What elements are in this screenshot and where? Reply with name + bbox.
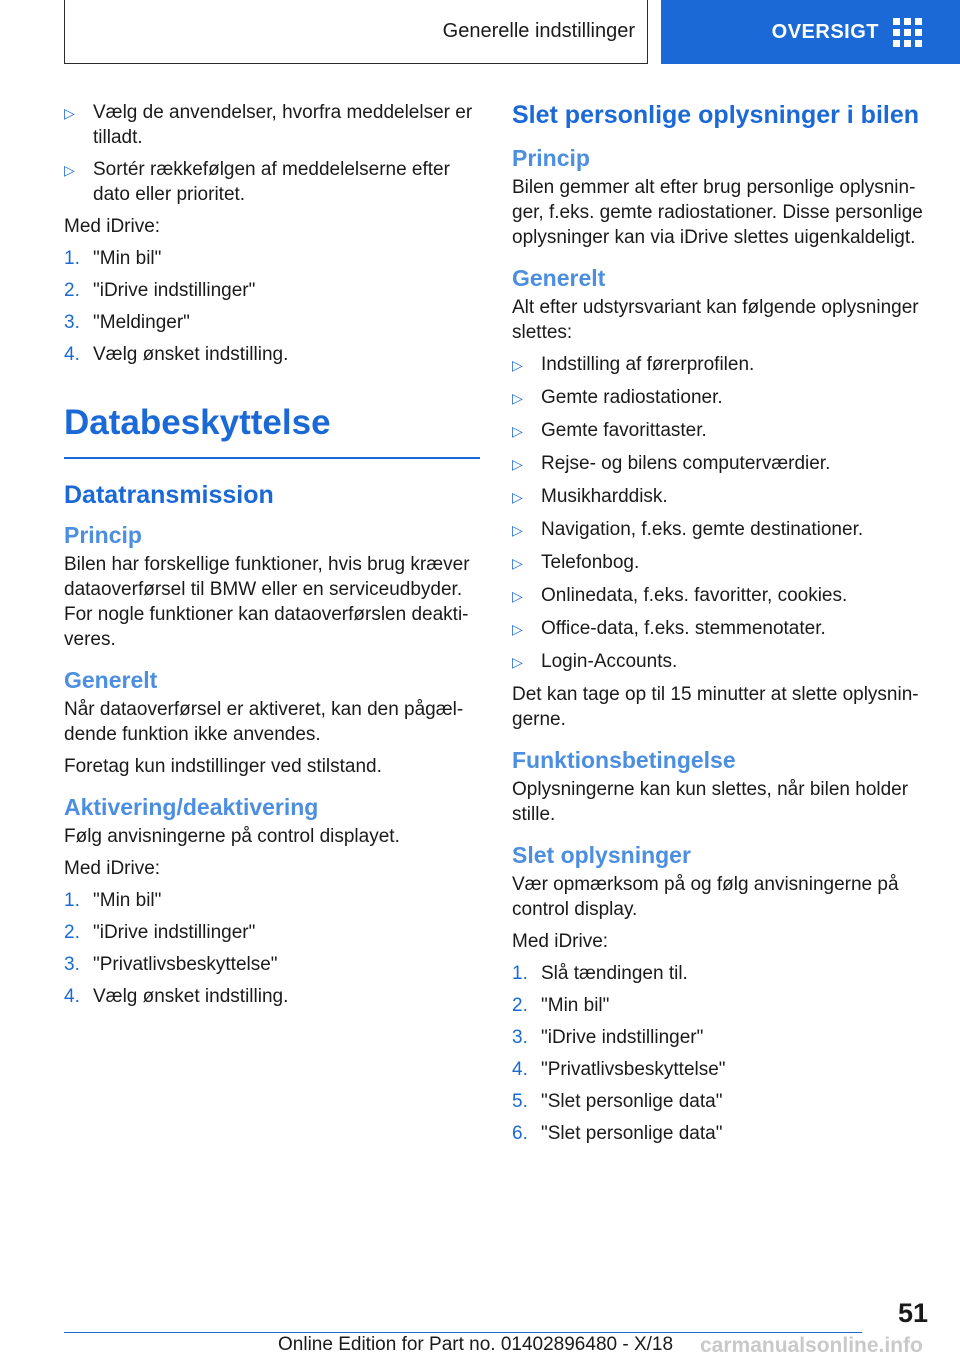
section-title: Slet personlige oplysninger i bilen xyxy=(512,101,920,129)
subsection-title: Generelt xyxy=(512,265,606,291)
list-item: ▷ Gemte favorittaster. xyxy=(512,418,928,444)
step-item: 2. "Min bil" xyxy=(512,995,610,1016)
step-item: 3. "iDrive indstillinger" xyxy=(512,1027,704,1048)
triangle-bullet-icon: ▷ xyxy=(512,588,523,604)
step-item: 2. "iDrive indstillinger" xyxy=(64,280,256,301)
step-item: 2. "iDrive indstillinger" xyxy=(64,922,256,943)
list-item: ▷ Onlinedata, f.eks. favoritter, cookies. xyxy=(512,583,928,609)
subsection-title: Funktionsbetingelse xyxy=(512,747,736,773)
idrive-label: Med iDrive: xyxy=(64,216,161,237)
overview-button[interactable] xyxy=(661,0,960,64)
step-item: 4. "Privatlivsbeskyttelse" xyxy=(512,1059,726,1080)
subsection-title: Princip xyxy=(64,522,142,548)
triangle-bullet-icon: ▷ xyxy=(512,522,523,538)
list-item: ▷ Musikharddisk. xyxy=(512,484,928,510)
step-item: 4. Vælg ønsket indstilling. xyxy=(64,344,289,365)
watermark: carmanualsonline.info xyxy=(700,1334,923,1357)
header-section-tab[interactable] xyxy=(64,0,648,64)
list-item: ▷ Indstilling af førerprofilen. xyxy=(512,352,928,378)
step-item: 6. "Slet personlige data" xyxy=(512,1123,723,1144)
triangle-bullet-icon: ▷ xyxy=(512,621,523,637)
list-item: ▷ Office-data, f.eks. stemmenotater. xyxy=(512,616,928,642)
step-item: 3. "Meldinger" xyxy=(64,312,190,333)
list-item: ▷ Navigation, f.eks. gemte destinationer. xyxy=(512,517,928,543)
triangle-bullet-icon: ▷ xyxy=(512,357,523,373)
step-item: 3. "Privatlivsbeskyttelse" xyxy=(64,954,278,975)
subsection-title: Slet oplysninger xyxy=(512,842,691,868)
header-section-title: Generelle indstillinger xyxy=(442,20,635,42)
subsection-title: Aktivering/deaktivering xyxy=(64,794,319,820)
chapter-divider xyxy=(64,457,480,459)
triangle-bullet-icon: ▷ xyxy=(512,390,523,406)
left-column xyxy=(64,100,480,1016)
triangle-bullet-icon: ▷ xyxy=(64,162,75,178)
right-column xyxy=(512,100,928,1153)
step-item: 1. "Min bil" xyxy=(64,890,162,911)
triangle-bullet-icon: ▷ xyxy=(512,489,523,505)
list-item: ▷ Telefonbog. xyxy=(512,550,928,576)
paragraph: Foretag kun indstillinger ved stilstand. xyxy=(64,756,382,777)
paragraph: Når dataoverførsel er aktiveret, kan den pågæl-dende funktion ikke anvendes. xyxy=(64,699,464,745)
triangle-bullet-icon: ▷ xyxy=(512,423,523,439)
list-item: ▷ Gemte radiostationer. xyxy=(512,385,928,411)
triangle-bullet-icon: ▷ xyxy=(64,105,75,121)
chapter-title: Databeskyttelse xyxy=(64,403,331,442)
list-item: ▷ Login-Accounts. xyxy=(512,649,928,675)
triangle-bullet-icon: ▷ xyxy=(512,555,523,571)
step-item: 1. "Min bil" xyxy=(64,248,162,269)
footer-edition: Online Edition for Part no. 01402896480 - X/18 xyxy=(278,1334,674,1355)
triangle-bullet-icon: ▷ xyxy=(512,654,523,670)
idrive-label: Med iDrive: xyxy=(64,858,161,879)
list-item: ▷ Rejse- og bilens computerværdier. xyxy=(512,451,928,477)
grid-menu-icon xyxy=(893,18,922,47)
step-item: 5. "Slet personlige data" xyxy=(512,1091,723,1112)
section-title: Datatransmission xyxy=(64,481,274,509)
subsection-title: Princip xyxy=(512,145,590,171)
step-item: 1. Slå tændingen til. xyxy=(512,963,688,984)
triangle-bullet-icon: ▷ xyxy=(512,456,523,472)
page-number: 51 xyxy=(897,1298,928,1328)
overview-label: OVERSIGT xyxy=(771,20,879,43)
paragraph: Det kan tage op til 15 minutter at slette oplysnin-gerne. xyxy=(512,684,919,730)
list-item: ▷ Sortér rækkefølgen af meddelelserne efter dato eller prioritet. xyxy=(64,159,450,205)
idrive-label: Med iDrive: xyxy=(512,931,609,952)
paragraph: Vær opmærksom på og følg anvisningerne på control display. xyxy=(512,874,899,920)
subsection-title: Generelt xyxy=(64,667,158,693)
paragraph: Bilen har forskellige funktioner, hvis brug kræver dataoverførsel til BMW eller en serviceudbyder. For nogle funktioner kan dataoverførslen deakti-veres. xyxy=(64,554,470,650)
step-item: 4. Vælg ønsket indstilling. xyxy=(64,986,289,1007)
paragraph: Følg anvisningerne på control displayet. xyxy=(64,826,400,847)
list-item: ▷ Vælg de anvendelser, hvorfra meddelelser er tilladt. xyxy=(64,102,473,148)
paragraph: Alt efter udstyrsvariant kan følgende oplysninger slettes: xyxy=(512,297,919,343)
footer-divider xyxy=(64,1332,862,1333)
paragraph: Oplysningerne kan kun slettes, når bilen holder stille. xyxy=(512,779,909,825)
paragraph: Bilen gemmer alt efter brug personlige oplysnin-ger, f.eks. gemte radiostationer. Disse personlige oplysninger kan via iDrive slettes uigenkaldeligt. xyxy=(512,177,923,248)
